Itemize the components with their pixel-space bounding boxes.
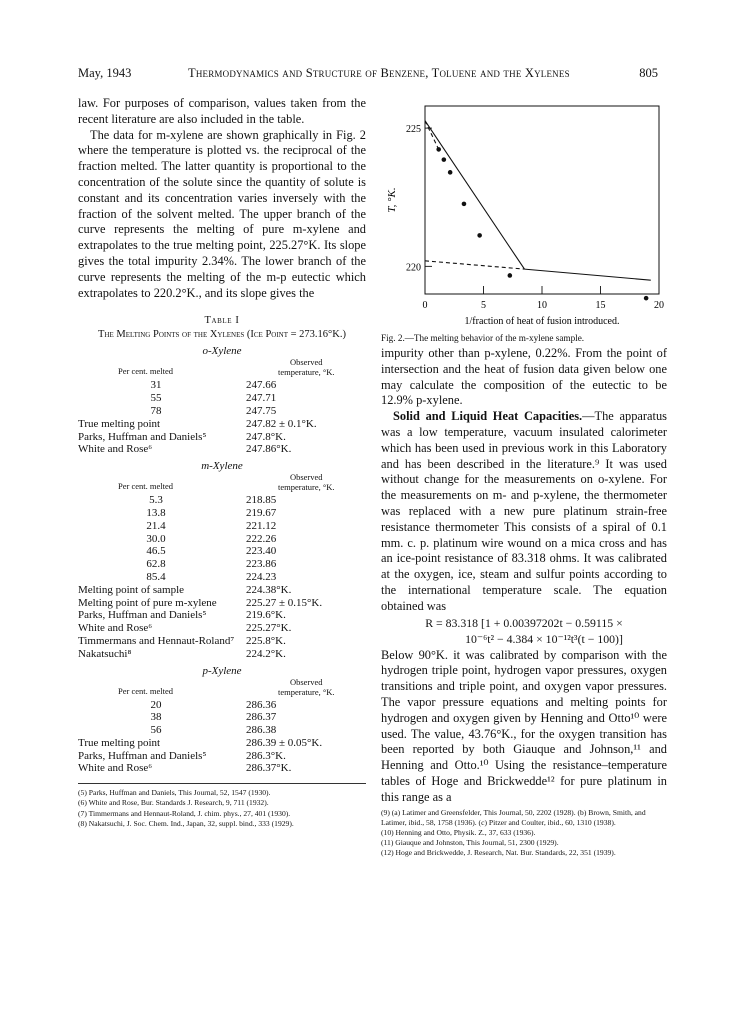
paragraph-heat-capacities-text: —The apparatus was a low temperature, vacuum insulated calorimeter which has been used in previous work in this Laboratory and has been described in the literature.⁹ It was used without change for the measurements on o-xylene. For the measurements on m- and p-xylene, the thermometer was replaced with a new pure platinum strain-free resistance thermometer This consists of a spiral of 0.1 mm. c. p. platinum wire wound on a mica cross and has an ice-point resistance of 83.318 ohms. It was calibrated at the oxygen, ice, steam and sulfur points according to the international temperature scale. The equation obtained was [381, 409, 667, 613]
table-cell-value: 219.67 [246, 506, 277, 519]
table-cell-value: 286.38 [246, 724, 277, 737]
table-cell-value: 223.86 [246, 558, 277, 571]
table-row [78, 724, 366, 737]
table-cell-label: Parks, Huffman and Daniels⁵ [78, 430, 207, 443]
table-cell-value: 286.39 ± 0.05°K. [246, 736, 323, 749]
table-cell-value: 247.75 [246, 404, 277, 417]
table-row [78, 405, 366, 418]
figure-caption: Fig. 2.—The melting behavior of the m-xylene sample. [381, 333, 585, 343]
table-cell-label: True melting point [78, 417, 161, 430]
page-number: 805 [639, 66, 658, 80]
data-point [508, 273, 513, 278]
table-cell-label: 85.4 [146, 570, 166, 583]
table-cell-label: True melting point [78, 736, 161, 749]
table-cell-label: 30.0 [146, 532, 166, 545]
table-row [78, 622, 366, 635]
table-label: Table I [204, 315, 240, 327]
right-column [381, 96, 667, 859]
table-cell-label: Timmermans and Hennaut-Roland⁷ [78, 634, 235, 647]
table-cell-label: Melting point of sample [78, 583, 185, 596]
column-header-temperature [278, 357, 335, 377]
figure-2 [381, 96, 667, 346]
table-cell-label: 21.4 [146, 519, 166, 532]
column-header-temperature-line1: Observed [289, 357, 323, 368]
paragraph-impurity: impurity other than p-xylene, 0.22%. From the point of intersection and the heat of fusion data given below one may calculate the composition of the eutectic to be 12.9% p-xylene. [381, 346, 667, 408]
table-row [78, 597, 366, 610]
table-cell-label: Nakatsuchi⁸ [78, 647, 132, 660]
column-header-temperature-line2: temperature, °K. [278, 482, 335, 493]
table-cell-label: White and Rose⁶ [78, 762, 153, 775]
table-cell-value: 222.26 [246, 532, 277, 545]
x-tick-label: 15 [595, 300, 606, 311]
table-cell-label: 55 [150, 392, 162, 405]
footnote: (9) (a) Latimer and Greensfelder, This Journal, 50, 2202 (1928). (b) Brown, Smith, and Latimer, ibid., 58, 1758 (1936). (c) Pitzer and Coulter, ibid., 60, 1310 (1938). [381, 807, 646, 827]
left-column [78, 96, 366, 829]
table-cell-label: 13.8 [146, 506, 166, 519]
table-row [78, 443, 366, 456]
column-header-temperature-line2: temperature, °K. [278, 686, 335, 697]
table-cell-value: 286.36 [246, 698, 277, 711]
upper-branch-extrapolation [425, 121, 439, 150]
table-section-heading: o-Xylene [202, 345, 242, 358]
footnote: (11) Giauque and Johnston, This Journal, 51, 2300 (1929). [381, 838, 559, 848]
table-cell-label: 20 [150, 698, 162, 711]
table-row [78, 750, 366, 763]
table-cell-label: 38 [150, 711, 162, 724]
paragraph-m-xylene [78, 128, 366, 302]
left-footnotes [78, 783, 366, 829]
table-row [78, 418, 366, 431]
running-header [78, 66, 658, 84]
data-point [436, 147, 441, 152]
column-header-percent: Per cent. melted [118, 366, 173, 377]
paragraph-calibration: Below 90°K. it was calibrated by comparison with the hydrogen triple point, hydrogen vapor pressures, oxygen transitions and triple point, and oxygen vapor pressures. The vapor pressure equations and melting points for hydrogen and oxygen given by Henning and Otto¹⁰ were used. The value, 43.76°K., for the oxygen transition has been reported by both Giauque and Johnson,¹¹ and Henning and Otto.¹⁰ Using the resistance–temperature tables of Hoge and Brickwedde¹² for pure platinum in this range as a [381, 647, 667, 804]
upper-branch-line [425, 121, 524, 269]
table-cell-value: 286.37 [246, 711, 277, 724]
table-cell-value: 225.27 ± 0.15°K. [246, 596, 323, 609]
table-cell-value: 218.85 [246, 494, 277, 507]
table-column-headers [78, 357, 366, 379]
table-caption: The Melting Points of the Xylenes (Ice Point = 273.16°K.) [98, 329, 346, 341]
right-footnotes [381, 808, 667, 859]
header-title: Thermodynamics and Structure of Benzene, Toluene and the Xylenes [188, 66, 570, 80]
table-row [78, 545, 366, 558]
column-header-temperature [278, 472, 335, 492]
table-row [78, 711, 366, 724]
table-row [78, 699, 366, 712]
table-cell-value: 221.12 [246, 519, 277, 532]
table-section-heading: p-Xylene [202, 664, 242, 677]
y-tick-label: 225 [406, 124, 421, 136]
table-cell-label: Parks, Huffman and Daniels⁵ [78, 749, 207, 762]
table-row [78, 533, 366, 546]
chart-lines [425, 121, 651, 281]
x-axis-ticks [423, 286, 665, 311]
section-heading: Solid and Liquid Heat Capacities. [393, 409, 583, 424]
column-header-temperature-line1: Observed [289, 472, 323, 483]
footnote: (5) Parks, Huffman and Daniels, This Journal, 52, 1547 (1930). [78, 788, 271, 798]
plot-frame [425, 106, 659, 294]
table-column-headers [78, 677, 366, 699]
table-row [78, 431, 366, 444]
table-cell-value: 224.2°K. [246, 647, 286, 660]
melting-points-table [78, 345, 366, 775]
table-row [78, 507, 366, 520]
table-row [78, 648, 366, 661]
column-header-temperature-line1: Observed [289, 676, 323, 687]
data-point [442, 157, 447, 162]
lower-branch-line [524, 269, 650, 280]
table-row [78, 379, 366, 392]
table-row [78, 635, 366, 648]
table-cell-value: 247.66 [246, 379, 277, 392]
y-tick-label: 220 [406, 262, 421, 274]
table-cell-value: 219.6°K. [246, 609, 286, 622]
table-cell-label: 5.3 [149, 494, 163, 507]
table-cell-value: 247.82 ± 0.1°K. [246, 417, 317, 430]
data-point [462, 202, 467, 207]
table-section-heading: m-Xylene [201, 460, 243, 473]
data-point [644, 296, 649, 301]
table-cell-label: 46.5 [146, 545, 166, 558]
header-date: May, 1943 [78, 66, 132, 80]
table-row [78, 762, 366, 775]
equation-line-1: R = 83.318 [1 + 0.00397202t − 0.59115 × [425, 615, 623, 630]
footnote: (8) Nakatsuchi, J. Soc. Chem. Ind., Japan, 32, suppl. bind., 333 (1929). [78, 818, 294, 828]
lower-branch-extrapolation [425, 261, 524, 269]
table-cell-label: White and Rose⁶ [78, 443, 153, 456]
table-row [78, 558, 366, 571]
x-tick-label: 5 [481, 300, 486, 311]
x-tick-label: 0 [422, 300, 428, 311]
table-cell-label: White and Rose⁶ [78, 622, 153, 635]
table-row [78, 494, 366, 507]
column-header-percent: Per cent. melted [118, 685, 173, 696]
paragraph-heat-capacities [381, 409, 667, 614]
paragraph-intro: law. For purposes of comparison, values taken from the recent literature are also included in the table. [78, 96, 366, 126]
paragraph-m-xylene-text: The data for m-xylene are shown graphically in Fig. 2 where the temperature is plotted vs. the reciprocal of the fraction melted. The latter quantity is proportional to the concentration of the solute since the quantity of solute is constant and its concentration varies inversely with the fraction of the solvent melted. The upper branch of the curve represents the melting of pure m-xylene and extrapolates to the true melting point, 225.27°K. Its slope gives the total impurity 2.34%. The lower branch of the curve represents the melting of the m-p eutectic which extrapolates to 220.2°K., and its slope gives the [78, 127, 366, 300]
x-tick-label: 10 [537, 300, 547, 311]
table-column-headers [78, 472, 366, 494]
table-row [78, 737, 366, 750]
y-axis-label: T, °K. [386, 187, 398, 213]
table-cell-label: 56 [150, 724, 162, 737]
y-axis-ticks [406, 124, 432, 273]
table-cell-label: Parks, Huffman and Daniels⁵ [78, 609, 207, 622]
footnote: (6) White and Rose, Bur. Standards J. Research, 9, 711 (1932). [78, 798, 269, 808]
column-header-percent: Per cent. melted [118, 481, 173, 492]
table-row [78, 609, 366, 622]
table-cell-label: 31 [150, 379, 162, 392]
data-point [448, 170, 453, 175]
melting-behavior-chart [381, 96, 667, 328]
table-cell-value: 223.40 [246, 545, 277, 558]
footnote: (12) Hoge and Brickwedde, J. Research, Nat. Bur. Standards, 22, 351 (1939). [381, 848, 616, 858]
data-point [477, 233, 482, 238]
table-cell-value: 225.8°K. [246, 634, 286, 647]
table-row [78, 571, 366, 584]
table-cell-value: 247.86°K. [246, 443, 292, 456]
table-cell-value: 286.37°K. [246, 762, 292, 775]
table-cell-value: 225.27°K. [246, 622, 292, 635]
table-cell-value: 247.8°K. [246, 430, 286, 443]
table-cell-value: 247.71 [246, 392, 277, 405]
footnote: (7) Timmermans and Hennaut-Roland, J. chim. phys., 27, 401 (1930). [78, 808, 291, 818]
table-cell-value: 286.3°K. [246, 749, 286, 762]
table-cell-value: 224.23 [246, 570, 277, 583]
table-cell-label: 62.8 [146, 558, 166, 571]
table-cell-label: 78 [150, 404, 162, 417]
table-cell-label: Melting point of pure m-xylene [78, 596, 217, 609]
x-axis-label: 1/fraction of heat of fusion introduced. [464, 316, 620, 327]
footnote: (10) Henning and Otto, Physik. Z., 37, 633 (1936). [381, 827, 536, 837]
table-cell-value: 224.38°K. [246, 583, 292, 596]
table-row [78, 520, 366, 533]
table-row [78, 584, 366, 597]
column-header-temperature [278, 677, 335, 697]
table-row [78, 392, 366, 405]
column-header-temperature-line2: temperature, °K. [278, 367, 335, 378]
x-tick-label: 20 [654, 300, 664, 311]
equation-line-2: 10⁻⁶t² − 4.384 × 10⁻¹²t³(t − 100)] [465, 631, 623, 646]
